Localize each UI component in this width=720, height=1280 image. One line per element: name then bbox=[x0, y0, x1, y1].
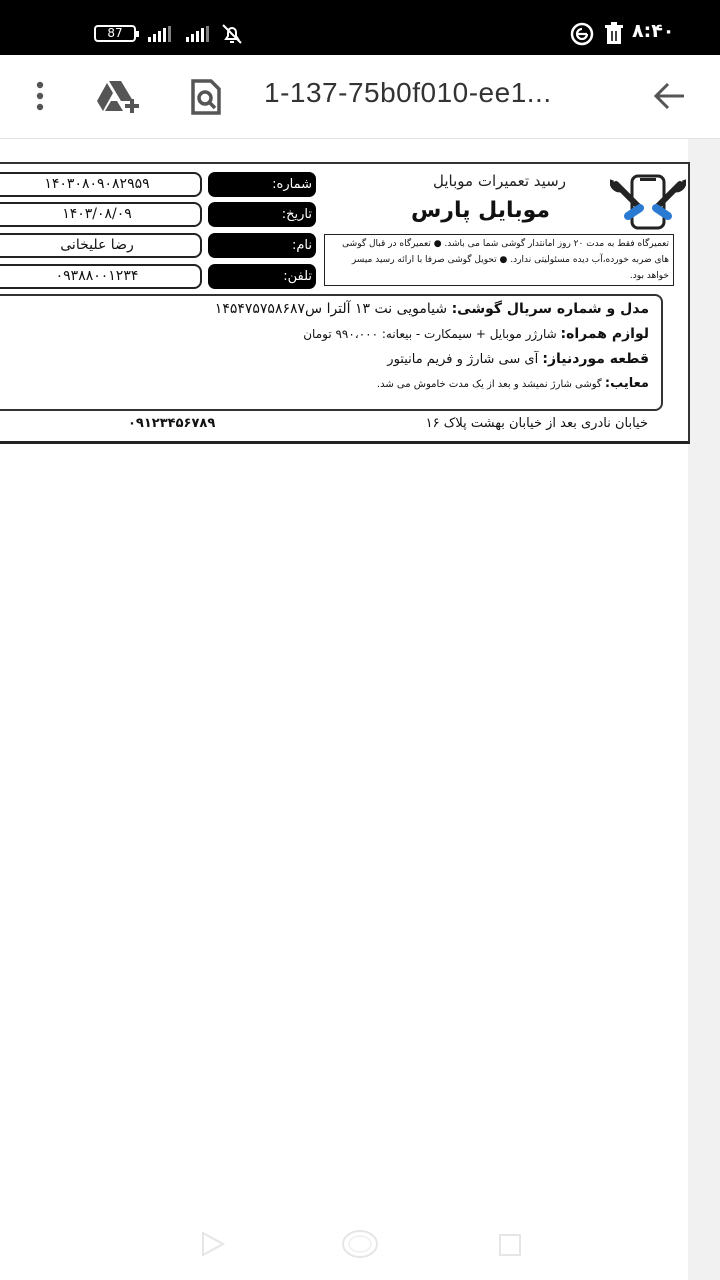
required-parts-label: قطعه موردنیاز: bbox=[542, 351, 649, 367]
find-in-page-icon[interactable] bbox=[190, 79, 222, 115]
recents-square-icon[interactable] bbox=[498, 1233, 522, 1257]
phone-repair-logo-icon bbox=[610, 172, 686, 232]
trash-icon bbox=[604, 22, 624, 46]
receipt-number-label: شماره: bbox=[208, 172, 316, 197]
back-arrow-icon[interactable] bbox=[652, 79, 686, 113]
shop-name: موبایل پارس bbox=[410, 198, 550, 223]
defects-label: معایب: bbox=[604, 376, 649, 391]
accessories-value: شارژر موبایل + سیمکارت - بیعانه: ۹۹۰،۰۰۰ تومان bbox=[303, 327, 557, 341]
scrollbar-track[interactable] bbox=[688, 139, 720, 1280]
home-circle-icon[interactable] bbox=[340, 1228, 380, 1260]
model-serial-line bbox=[215, 301, 649, 317]
phone-label: تلفن: bbox=[208, 264, 316, 289]
name-value: رضا علیخانی bbox=[0, 233, 202, 258]
model-serial-label: مدل و شماره سریال گوشی: bbox=[451, 301, 649, 317]
accessories-line bbox=[303, 326, 649, 342]
name-label: نام: bbox=[208, 233, 316, 258]
date-label: تاریخ: bbox=[208, 202, 316, 227]
defects-value: گوشی شارژ نمیشد و بعد از یک مدت خاموش می شد. bbox=[376, 379, 602, 390]
receipt-number-value: ۱۴۰۳۰۸۰۹۰۸۲۹۵۹ bbox=[0, 172, 202, 197]
shop-address: خیابان نادری بعد از خیابان بهشت پلاک ۱۶ bbox=[425, 416, 648, 431]
back-triangle-icon[interactable] bbox=[200, 1230, 226, 1258]
defects-line bbox=[377, 376, 649, 391]
app-toolbar bbox=[0, 55, 720, 139]
more-vert-icon[interactable] bbox=[30, 79, 50, 113]
battery-icon bbox=[94, 25, 136, 42]
required-parts-line bbox=[387, 351, 649, 367]
required-parts-value: آی سی شارژ و فریم مانیتور bbox=[387, 352, 539, 367]
notifications-off-icon bbox=[220, 22, 244, 46]
receipt-header-title: رسید تعمیرات موبایل bbox=[433, 172, 566, 190]
terms-box: تعمیرگاه فقط به مدت ۲۰ روز امانتدار گوشی شما می باشد. ● تعمیرگاه در قبال گوشی های ضربه خورده،آب دیده مسئولیتی ندارد. ● تحویل گوشی صرفا با ارائه رسید میسر خواهد بود. bbox=[324, 234, 674, 286]
phone-value: ۰۹۳۸۸۰۰۱۲۳۴ bbox=[0, 264, 202, 289]
date-value: ۱۴۰۳/۰۸/۰۹ bbox=[0, 202, 202, 227]
document-title: 1-137-75b0f010-ee1... bbox=[264, 77, 552, 108]
status-bar bbox=[0, 0, 720, 55]
signal-strength-icon bbox=[148, 26, 171, 42]
signal-strength-icon-2 bbox=[186, 26, 209, 42]
device-details-box bbox=[0, 294, 663, 411]
shop-phone: ۰۹۱۲۳۴۵۶۷۸۹ bbox=[128, 416, 216, 431]
repair-receipt bbox=[0, 162, 690, 444]
browser-notification-icon bbox=[570, 22, 594, 46]
model-serial-value: شیامویی نت ۱۳ آلترا س۱۴۵۴۷۵۷۵۸۶۸۷ bbox=[214, 301, 448, 317]
battery-level: 87 bbox=[107, 26, 123, 40]
clock: ۸:۴۰ bbox=[632, 20, 675, 42]
accessories-label: لوازم همراه: bbox=[560, 326, 649, 342]
add-to-drive-icon[interactable] bbox=[96, 79, 142, 115]
